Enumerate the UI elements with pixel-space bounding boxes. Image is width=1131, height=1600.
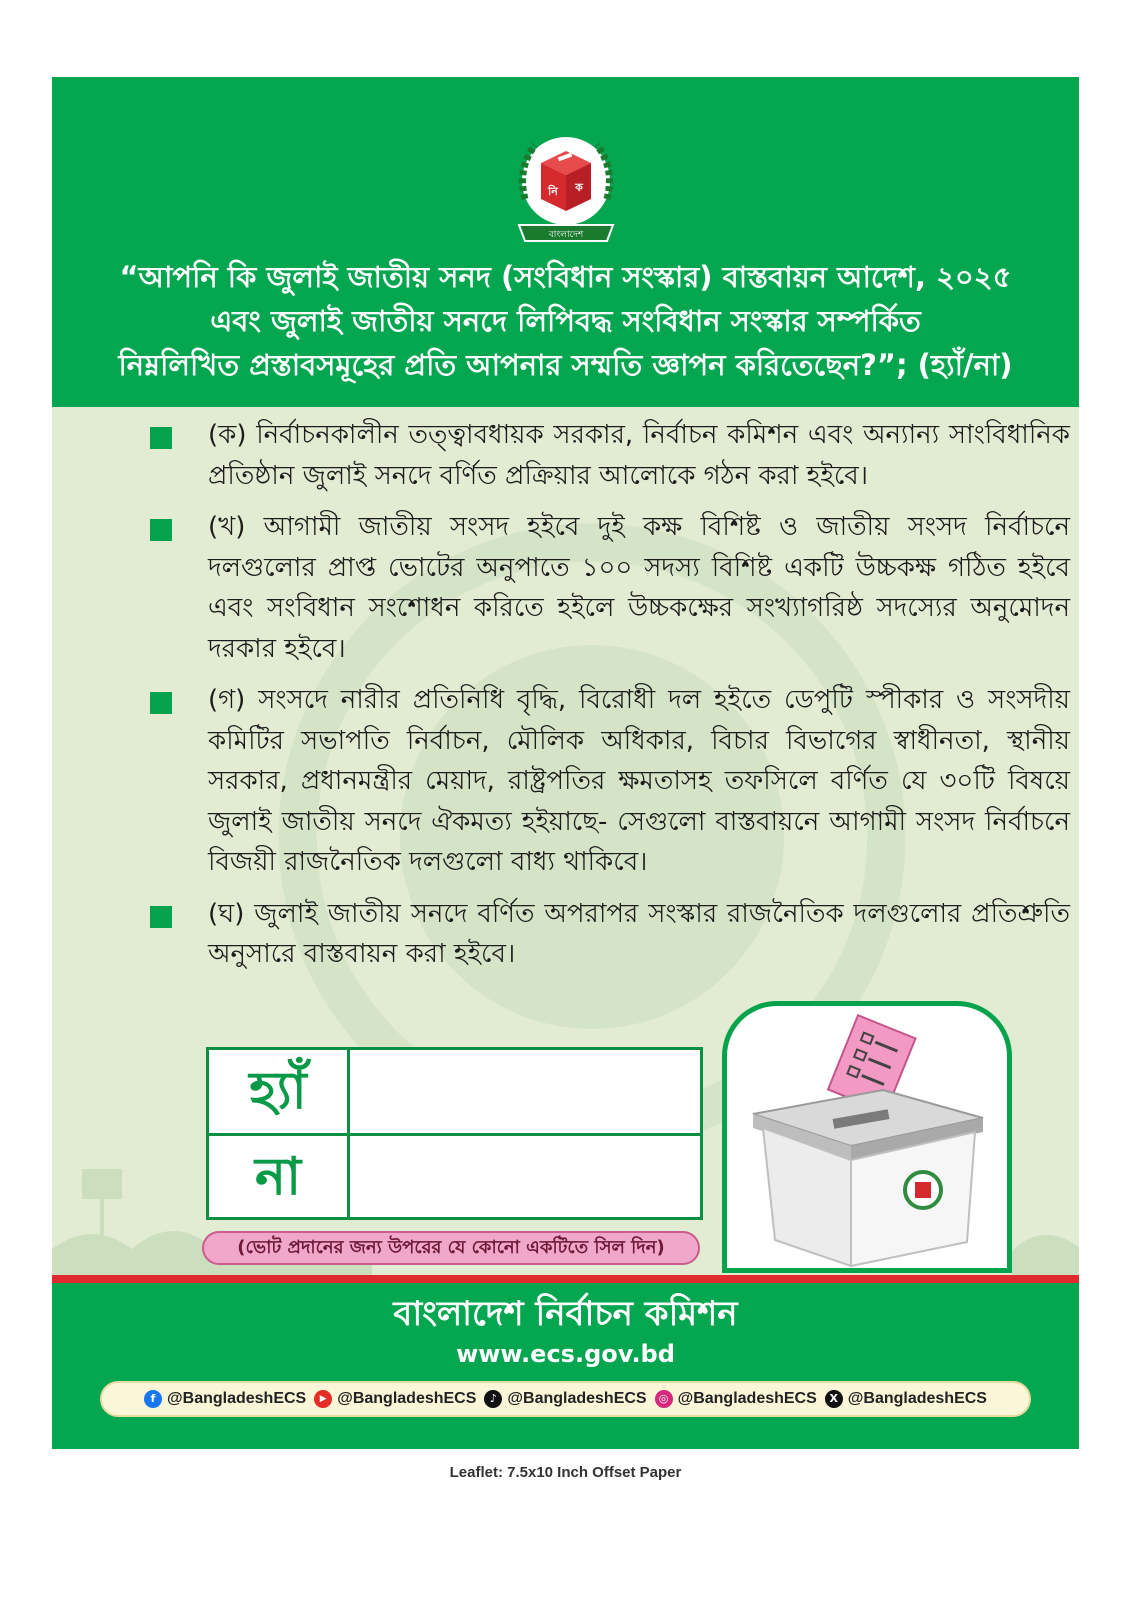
social-handle: @BangladeshECS: [847, 1390, 987, 1407]
tiktok-icon: ♪: [484, 1390, 502, 1408]
voting-instruction: (ভোট প্রদানের জন্য উপরের যে কোনো একটিতে সিল দিন): [202, 1231, 700, 1265]
website-link[interactable]: www.ecs.gov.bd: [456, 1340, 675, 1368]
proposal-text: (গ) সংসদে নারীর প্রতিনিধি বৃদ্ধি, বিরোধী দল হইতে ডেপুটি স্পীকার ও সংসদীয় কমিটির সভাপতি নির্বাচন, মৌলিক অধিকার, বিচার বিভাগের স্বাধীনতা, স্থানীয় সরকার, প্রধানমন্ত্রীর মেয়াদ, রাষ্ট্রপতির ক্ষমতাসহ তফসিলে বর্ণিত যে ৩০টি বিষয়ে জুলাই জাতীয় সনদে ঐকমত্য হইয়াছে- সেগুলো বাস্তবায়নে আগামী সংসদ নির্বাচনে বিজয়ী রাজনৈতিক দলগুলো বাধ্য থাকিবে।: [208, 685, 1070, 877]
proposal-item: [150, 507, 1070, 669]
emblem-text-right: ক: [575, 181, 583, 194]
leaflet: [52, 77, 1079, 1449]
social-tiktok[interactable]: [484, 1390, 646, 1408]
proposal-item: [150, 680, 1070, 883]
social-handle: @BangladeshECS: [507, 1390, 647, 1407]
square-bullet-icon: [150, 519, 172, 541]
proposal-text: (ক) নির্বাচনকালীন তত্ত্বাবধায়ক সরকার, নির্বাচন কমিশন এবং অন্যান্য সাংবিধানিক প্রতিষ্ঠান জুলাই সনদে বর্ণিত প্রক্রিয়ার আলোকে গঠন করা হইবে।: [208, 420, 1070, 491]
social-x[interactable]: [825, 1390, 987, 1408]
instagram-icon: ◎: [655, 1390, 673, 1408]
question-line-1: “আপনি কি জুলাই জাতীয় সনদ (সংবিধান সংস্কার) বাস্তবায়ন আদেশ, ২০২৫: [119, 260, 1012, 294]
question-line-2: এবং জুলাই জাতীয় সনদে লিপিবদ্ধ সংবিধান সংস্কার সম্পর্কিত: [210, 304, 921, 338]
social-handle: @BangladeshECS: [337, 1390, 477, 1407]
social-instagram[interactable]: [655, 1390, 817, 1408]
red-divider: [52, 1275, 1079, 1283]
social-handle: @BangladeshECS: [677, 1390, 817, 1407]
ballot-row-no: [209, 1136, 700, 1219]
social-handle: @BangladeshECS: [167, 1390, 307, 1407]
no-stamp-box[interactable]: [350, 1136, 700, 1219]
proposal-list: [150, 415, 1070, 986]
no-label: না: [209, 1136, 350, 1219]
question-line-3: নিম্নলিখিত প্রস্তাবসমূহের প্রতি আপনার সম্মতি জ্ঞাপন করিতেছেন?”; (হ্যাঁ/না): [118, 348, 1013, 382]
ballot-box-panel: [722, 1001, 1012, 1273]
yes-label: হ্যাঁ: [209, 1050, 350, 1133]
proposal-item: [150, 415, 1070, 496]
ballot-row-yes: [209, 1050, 700, 1136]
x-icon: X: [825, 1390, 843, 1408]
referendum-question: [72, 255, 1059, 387]
facebook-icon: f: [144, 1390, 162, 1408]
square-bullet-icon: [150, 906, 172, 928]
proposal-item: [150, 894, 1070, 975]
ballot-table: [206, 1047, 703, 1220]
youtube-icon: ▶: [314, 1390, 332, 1408]
yes-stamp-box[interactable]: [350, 1050, 700, 1133]
print-spec-caption: Leaflet: 7.5x10 Inch Offset Paper: [449, 1464, 682, 1481]
social-facebook[interactable]: [144, 1390, 306, 1408]
footer-band: [52, 1283, 1079, 1449]
organization-name: বাংলাদেশ নির্বাচন কমিশন: [393, 1294, 738, 1334]
emblem-text-left: নি: [548, 185, 558, 198]
header-band: [52, 77, 1079, 407]
social-media-bar: [100, 1381, 1031, 1417]
square-bullet-icon: [150, 692, 172, 714]
proposal-text: (ঘ) জুলাই জাতীয় সনদে বর্ণিত অপরাপর সংস্কার রাজনৈতিক দলগুলোর প্রতিশ্রুতি অনুসারে বাস্তবায়ন করা হইবে।: [208, 898, 1070, 969]
election-commission-emblem-icon: [511, 129, 621, 247]
proposal-text: (খ) আগামী জাতীয় সংসদ হইবে দুই কক্ষ বিশিষ্ট ও জাতীয় সংসদ নির্বাচনে দলগুলোর প্রাপ্ত ভোটের অনুপাতে ১০০ সদস্য বিশিষ্ট একটি উচ্চকক্ষ গঠিত হইবে এবং সংবিধান সংশোধন করিতে হইলে উচ্চকক্ষের সংখ্যাগরিষ্ঠ সদস্যের অনুমোদন দরকার হইবে।: [208, 512, 1070, 664]
ballot-box-icon: [733, 1014, 1003, 1270]
emblem-ribbon-text: বাংলাদেশ: [548, 230, 584, 240]
square-bullet-icon: [150, 427, 172, 449]
social-youtube[interactable]: [314, 1390, 476, 1408]
